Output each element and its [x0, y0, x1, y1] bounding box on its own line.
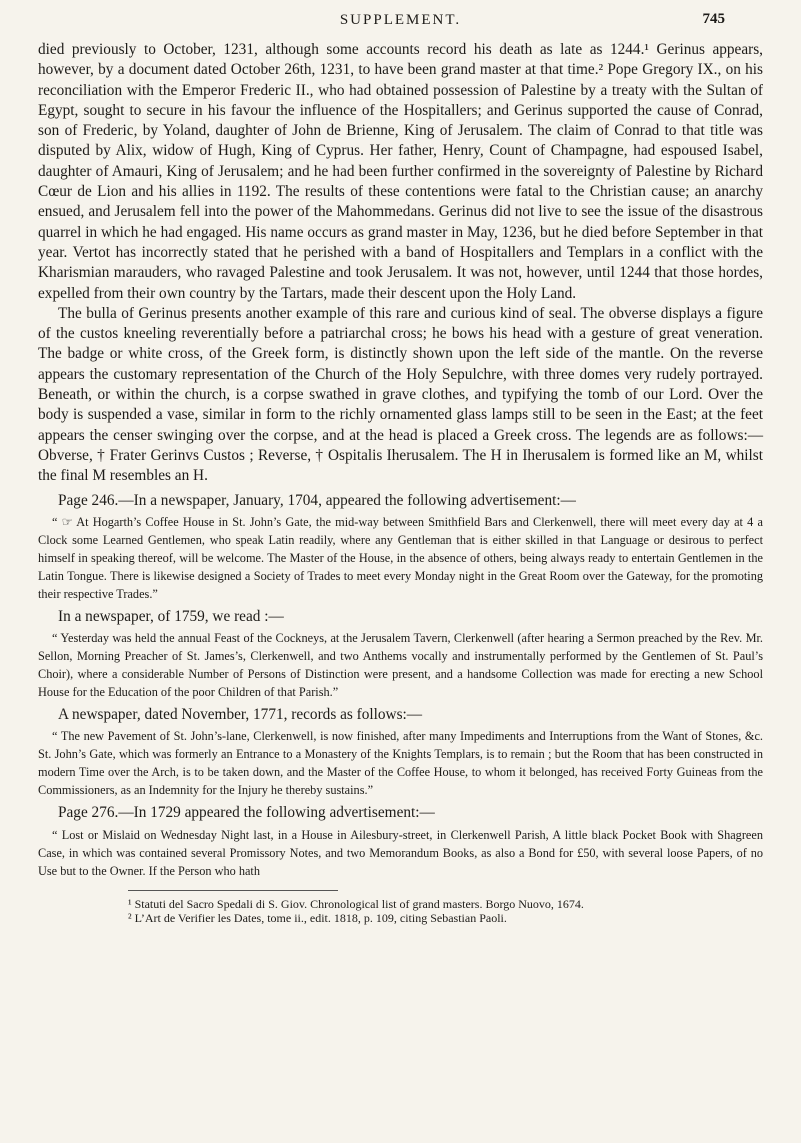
paragraph-page-276: Page 276.—In 1729 appeared the following advertisement:— [58, 804, 435, 822]
footnote-2: ² L’Art de Verifier les Dates, tome ii., edit. 1818, p. 109, citing Sebastian Paoli. [128, 911, 507, 926]
page-number: 745 [702, 11, 725, 27]
paragraph-page-246: Page 246.—In a newspaper, January, 1704, appeared the following advertisement:— [58, 491, 576, 509]
quote-hogarth-coffee-house: “ ☞ At Hogarth’s Coffee House in St. John’s Gate, the mid-way between Smithfield Bars and Clerkenwell, there will meet every day at 4 a Clock some Learned Gentlemen, who speak Latin readily, where any Gentleman that is either skilled in that Language or desirous to perfect himself in speaking thereof, will be welcome. The Master of the House, in the absence of others, being always ready to entertain Gentlemen in the Latin Tongue. There is likewise designed a Society of Trades to meet every Monday night in the Great Room over the Gateway, for the promoting their respective Trades.” [38, 514, 763, 601]
running-head: SUPPLEMENT. [339, 12, 462, 28]
paragraph-bulla: The bulla of Gerinus presents another example of this rare and curious kind of seal. The obverse displays a figure of the custos kneeling reverentially before a patriarchal cross; he bows his head with a gesture of great veneration. The badge or white cross, of the Greek form, is distinctly shown upon the left side of the mantle. On the reverse appears the customary representation of the Church of the Holy Sepulchre, with three domes very rudely portrayed. Beneath, or within the church, is a corpse swathed in grave clothes, and typifying the tomb of our Lord. Over the body is suspended a vase, similar in form to the richly ornamented glass lamps still to be seen in the East; at the feet appears the censer swinging over the corpse, and at the head is placed a Greek cross. The legends are as follows:— Obverse, † Frater Gerinvs Custos ; Reverse, † Ospitalis Iherusalem. The H in Iherusalem is formed like an M, whilst the final M resembles an H. [38, 304, 763, 485]
paragraph-gerinus: died previously to October, 1231, although some accounts record his death as late as 1244.¹ Gerinus appears, however, by a document dated October 26th, 1231, to have been grand master at that time.² Pope Gregory IX., on his reconciliation with the Emperor Frederic II., who had obtained possession of Palestine by a treaty with the Sultan of Egypt, sought to secure in his favour the influence of the Hospitallers; and Gerinus supported the cause of Conrad, son of Frederic, by Yoland, daughter of John de Brienne, King of Jerusalem. The claim of Conrad to that title was disputed by Alix, widow of Hugh, King of Cyprus. Her father, Henry, Count of Champagne, had espoused Isabel, daughter of Amauri, King of Jerusalem; and he had been further confirmed in the sovereignty of Palestine by Richard Cœur de Lion and his allies in 1192. The results of these contentions were fatal to the Christian cause; an anarchy ensued, and Jerusalem fell into the power of the Mahommedans. Gerinus did not live to see the issue of the disastrous quarrel in which he had engaged. His name occurs as grand master in May, 1236, but he died before September in that year. Vertot has incorrectly stated that he perished with a band of Hospitallers and Templars in a conflict with the Kharismian marauders, who ravaged Palestine and took Jerusalem. It was not, however, until 1244 that those hordes, expelled from their own country by the Tartars, made their descent upon the Holy Land. [38, 41, 763, 302]
quote-lost-pocket-book: “ Lost or Mislaid on Wednesday Night last, in a House in Ailesbury-street, in Clerkenwell Parish, A little black Pocket Book with Shagreen Case, in which was contained several Promissory Notes, and two Memorandum Books, as also a Bond for £50, with several loose Papers, of no Use but to the Owner. If the Person who hath [38, 827, 763, 878]
quote-pavement: “ The new Pavement of St. John’s-lane, Clerkenwell, is now finished, after many Impediments and Interruptions from the Want of Stones, &c. St. John’s Gate, which was formerly an Entrance to a Monastery of the Knights Templars, is to remain ; but the Room that has been constructed in modern Time over the Arch, is to be taken down, and the Master of the Coffee House, to whom it belonged, has received Forty Guineas from the Commissioners, as an Indemnity for the Injury he thereby sustains.” [38, 729, 763, 798]
page-body [38, 40, 763, 880]
quote-cockneys-feast: “ Yesterday was held the annual Feast of the Cockneys, at the Jerusalem Tavern, Clerkenwell (after hearing a Sermon preached by the Rev. Mr. Sellon, Morning Preacher of St. James’s, Clerkenwell, and two Anthems vocally and instrumentally performed by the Gentlemen of St. Paul’s Choir), where a considerable Number of Persons of Distinction were present, and a handsome Collection was made for erecting a new School House for the Education of the poor Children of that Parish.” [38, 631, 763, 700]
page-header [38, 0, 763, 40]
footnotes [38, 897, 763, 926]
footnote-1: ¹ Statuti del Sacro Spedali di S. Giov. Chronological list of grand masters. Borgo Nuovo, 1674. [128, 896, 584, 911]
paragraph-1771: A newspaper, dated November, 1771, records as follows:— [58, 706, 423, 724]
footnote-rule [128, 890, 338, 891]
paragraph-1759: In a newspaper, of 1759, we read :— [58, 607, 284, 625]
